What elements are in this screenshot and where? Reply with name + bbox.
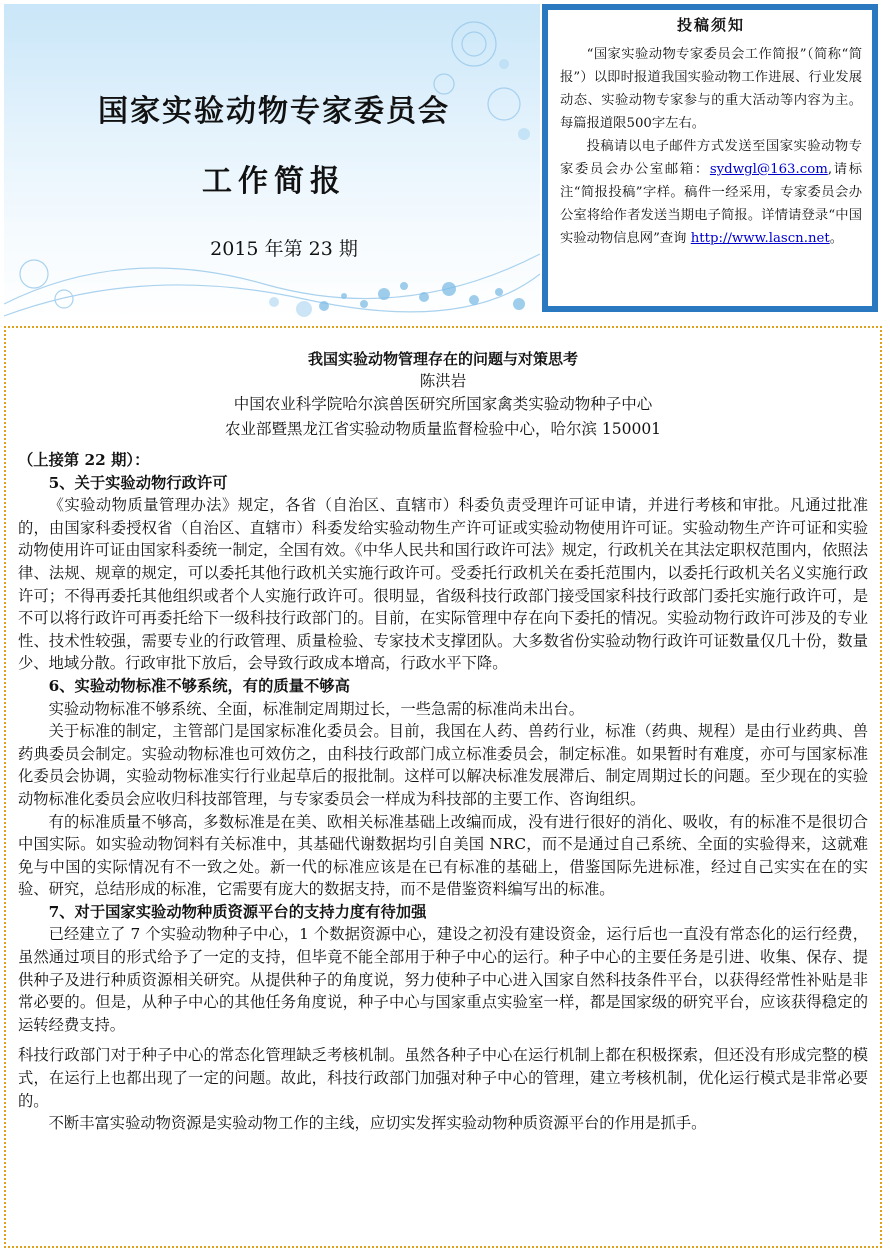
article-title: 我国实验动物管理存在的问题与对策思考 xyxy=(307,350,578,368)
article-paragraph: 有的标准质量不够高，多数标准是在美、欧相关标准基础上改编而成，没有进行很好的消化、吸收，有的标准不是很切合中国实际。如实验动物饲料有关标准中，其基础代谢数据均引自美国 NRC，而不是通过自己系统、全面的实验得来，这就难免与中国的实际情况有不一致之处。新一代的标准应该是在已有标准的基础上，借鉴国际先进标准，经过自己实实在在的实验、研究，总结形成的标准，它需要有庞大的数据支持，而不是借鉴资料编写出的标准。 xyxy=(18,812,868,899)
notice-paragraph xyxy=(560,135,862,250)
notice-title: 投稿须知 xyxy=(676,16,745,34)
notice-text: ,请标注“简报投稿”字样。稿件一经采用，专家委员会办公室将给作者发送当期电子简报。详情请登录“中国实验动物信息网”查询 xyxy=(560,162,863,246)
brief-title: 工作简报 xyxy=(202,164,346,199)
article-affiliation: 中国农业科学院哈尔滨兽医研究所国家禽类实验动物种子中心 xyxy=(233,395,653,413)
submission-notice-body xyxy=(548,10,872,306)
issue-number: 2015 年第 23 期 xyxy=(210,238,358,260)
article xyxy=(4,326,882,1248)
section-heading: 7、对于国家实验动物种质资源平台的支持力度有待加强 xyxy=(48,902,427,921)
section-heading: 6、实验动物标准不够系统，有的质量不够高 xyxy=(48,676,350,695)
article-paragraph: 科技行政部门对于种子中心的常态化管理缺乏考核机制。虽然各种子中心在运行机制上都在积极探索，但还没有形成完整的模式，在运行上也都出现了一定的问题。故此，科技行政部门加强对种子中心的管理，建立考核机制，优化运行模式是非常必要的。 xyxy=(18,1046,868,1110)
article-affiliation: 农业部暨黑龙江省实验动物质量监督检验中心，哈尔滨 150001 xyxy=(224,420,662,438)
article-paragraph: 实验动物标准不够系统、全面，标准制定周期过长，一些急需的标准尚未出台。 xyxy=(48,699,584,718)
article-paragraph: 不断丰富实验动物资源是实验动物工作的主线，应切实发挥实验动物种质资源平台的作用是抓手。 xyxy=(48,1114,707,1133)
header-banner xyxy=(4,4,540,320)
email-link[interactable]: sydwgl@163.com xyxy=(709,162,828,177)
section-heading: 5、关于实验动物行政许可 xyxy=(48,473,228,492)
notice-text: 投稿请以电子邮件方式发送至国家实验动物专家委员会办公室邮箱： xyxy=(560,139,862,177)
article-author: 陈洪岩 xyxy=(419,372,467,390)
continued-note: （上接第 22 期）： xyxy=(18,451,150,469)
notice-paragraph: “国家实验动物专家委员会工作简报”（简称“简报”）以即时报道我国实验动物工作进展、行业发展动态、实验动物专家参与的重大活动等内容为主。每篇报道限500字左右。 xyxy=(560,47,862,131)
article-paragraph: 关于标准的制定，主管部门是国家标准化委员会。目前，我国在人药、兽药行业，标准（药典、规程）是由行业药典、兽药典委员会制定。实验动物标准也可效仿之，由科技行政部门成立标准委员会，制定标准。如果暂时有难度，亦可与国家标准化委员会协调，实验动物标准实行行业起草后的报批制。这样可以解决标准发展滞后、制定周期过长的问题。至少现在的实验动物标准化委员会应收归科技部管理，与专家委员会一样成为科技部的主要工作、咨询组织。 xyxy=(18,722,868,808)
article-paragraph: 《实验动物质量管理办法》规定，各省（自治区、直辖市）科委负责受理许可证申请，并进行考核和审批。凡通过批准的，由国家科委授权省（自治区、直辖市）科委发给实验动物生产许可证或实验动物使用许可证。实验动物生产许可证和实验动物使用许可证由国家科委统一制定，全国有效。《中华人民共和国行政许可法》规定，行政机关在其法定职权范围内，依照法律、法规、规章的规定，可以委托其他行政机关实施行政许可。受委托行政机关在委托范围内，以委托行政机关名义实施行政许可；不得再委托其他组织或者个人实施行政许可。很明显，省级科技行政部门接受国家科技行政部门委托实施行政许可，是不可以将行政许可再委托给下一级科技行政部门的。目前，在实际管理中存在向下委托的情况。实验动物行政许可涉及的专业性、技术性较强，需要专业的行政管理、质量检验、专家技术支撑团队。大多数省份实验动物行政许可证数量仅几十份，数量少、地域分散。行政审批下放后，会导致行政成本增高，行政水平下降。 xyxy=(18,496,868,673)
org-title: 国家实验动物专家委员会 xyxy=(98,94,450,129)
notice-text: 。 xyxy=(829,231,844,246)
submission-notice xyxy=(542,4,878,312)
article-paragraph: 已经建立了 7 个实验动物种子中心，1 个数据资源中心，建设之初没有建设资金，运行后也一直没有常态化的运行经费，虽然通过项目的形式给予了一定的支持，但毕竟不能全部用于种子中心的运行。种子中心的主要任务是引进、收集、保存、提供种子及进行种质资源相关研究。从提供种子的角度说，努力使种子中心进入国家自然科技条件平台，以获得经常性补贴是非常必要的。但是，从种子中心的其他任务角度说，种子中心与国家重点实验室一样，都是国家级的研究平台，应该获得稳定的运转经费支持。 xyxy=(18,925,868,1034)
website-link[interactable]: http://www.lascn.net xyxy=(690,231,830,246)
